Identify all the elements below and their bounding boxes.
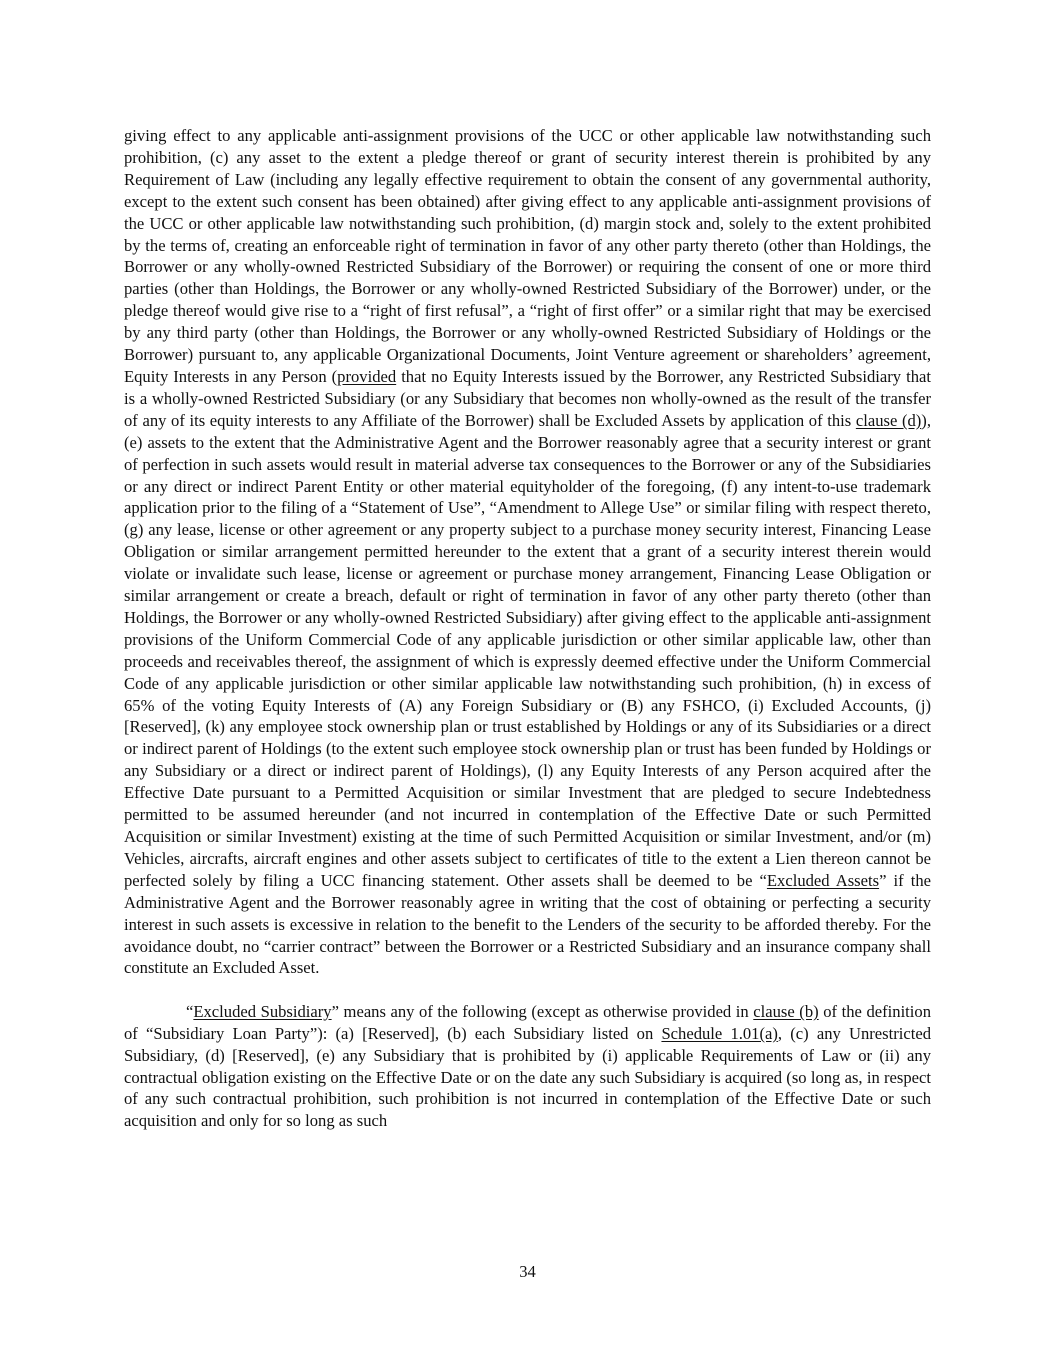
document-page: [124, 125, 931, 1132]
paragraph-text: that no Equity Interests issued by the Borrower, any Restricted Subsidiary that is a wholly-owned Restricted Subsidiary (or any Subsidiary that becomes non wholly-owned as the result of the transfer of any of its equity interests to any Affiliate of the Borrower) shall be Excluded Assets by application of this: [124, 366, 931, 430]
paragraph-text: ), (e) assets to the extent that the Administrative Agent and the Borrower reasonably agree that a security interest or grant of perfection in such assets would result in material adverse tax consequences to the Borrower or any of the Subsidiaries or any direct or indirect Parent Entity or other material equityholder of the foregoing, (f) any intent-to-use trademark application prior to the filing of a “Statement of Use”, “Amendment to Allege Use” or similar filing with respect thereto, (g) any lease, license or other agreement or any property subject to a purchase money security interest, Financing Lease Obligation or similar arrangement permitted hereunder to the extent that a grant of a security interest therein would violate or invalidate such lease, license or agreement or purchase money arrangement, Financing Lease Obligation or similar arrangement or create a breach, default or right of termination in favor of any other party thereto (other than Holdings, the Borrower or any wholly-owned Restricted Subsidiary) after giving effect to the applicable anti-assignment provisions of the Uniform Commercial Code of any applicable jurisdiction or other similar applicable law, other than proceeds and receivables thereof, the assignment of which is expressly deemed effective under the Uniform Commercial Code of any applicable jurisdiction or other similar applicable law notwithstanding such prohibition, (h) in excess of 65% of the voting Equity Interests of (A) any Foreign Subsidiary or (B) any FSHCO, (i) Excluded Accounts, (j) [Reserved], (k) any employee stock ownership plan or trust established by Holdings or any of its Subsidiaries or a direct or indirect parent of Holdings (to the extent such employee stock ownership plan or trust has been funded by Holdings or any Subsidiary or a direct or indirect parent of Holdings), (l) any Equity Interests of any Person acquired after the Effective Date pursuant to a Permitted Acquisition or similar Investment that are pledged to secure Indebtedness permitted to be assumed hereunder (and not incurred in contemplation of the Effective Date or such Permitted Acquisition or similar Investment) existing at the time of such Permitted Acquisition or similar Investment, and/or (m) Vehicles, aircrafts, aircraft engines and other assets subject to certificates of title to the extent a Lien thereon cannot be perfected solely by filing a UCC financing statement. Other assets shall be deemed to be “: [124, 410, 931, 890]
excluded-assets-paragraph: [124, 125, 931, 979]
paragraph-text: “: [186, 1001, 194, 1021]
provided-term: provided: [337, 366, 397, 386]
excluded-assets-term: Excluded Assets: [766, 870, 880, 890]
schedule-reference: Schedule 1.01(a): [661, 1023, 778, 1043]
page-number: 34: [519, 1262, 536, 1281]
excluded-subsidiary-paragraph: [124, 1001, 931, 1132]
excluded-subsidiary-term: Excluded Subsidiary: [193, 1001, 332, 1021]
clause-d-reference: clause (d): [855, 410, 922, 430]
clause-b-reference: clause (b): [753, 1001, 819, 1021]
paragraph-text: ” if the Administrative Agent and the Borrower reasonably agree in writing that the cost of obtaining or perfecting a security interest in such assets is excessive in relation to the benefit to the Lenders of the security to be afforded thereby. For the avoidance doubt, no “carrier contract” between the Borrower or a Restricted Subsidiary and an insurance company shall constitute an Excluded Asset.: [124, 870, 931, 978]
paragraph-text: ” means any of the following (except as otherwise provided in: [331, 1001, 754, 1021]
paragraph-text: giving effect to any applicable anti-assignment provisions of the UCC or other applicable law notwithstanding such prohibition, (c) any asset to the extent a pledge thereof or grant of security interest therein is prohibited by any Requirement of Law (including any legally effective requirement to obtain the consent of any governmental authority, except to the extent such consent has been obtained) after giving effect to any applicable anti-assignment provisions of the UCC or other applicable law notwithstanding such prohibition, (d) margin stock and, solely to the extent prohibited by the terms of, creating an enforceable right of termination in favor of any other party thereto (other than Holdings, the Borrower or any wholly-owned Restricted Subsidiary of the Borrower) or requiring the consent of one or more third parties (other than Holdings, the Borrower or any wholly-owned Restricted Subsidiary of the Borrower) under, or the pledge thereof would give rise to a “right of first refusal”, a “right of first offer” or a similar right that may be exercised by any third party (other than Holdings, the Borrower or any wholly-owned Restricted Subsidiary of Holdings or the Borrower) pursuant to, any applicable Organizational Documents, Joint Venture agreement or shareholders’ agreement, Equity Interests in any Person (: [124, 126, 931, 386]
paragraph-text: , (c) any Unrestricted Subsidiary, (d) [Reserved], (e) any Subsidiary that is prohibited by (i) applicable Requirements of Law or (ii) any contractual obligation existing on the Effective Date or on the date any such Subsidiary is acquired (so long as, in respect of any such contractual prohibition, such prohibition is not incurred in contemplation of the Effective Date or such acquisition and only for so long as such: [124, 1023, 931, 1131]
paragraph-text: of the definition of “Subsidiary Loan Party”): (a) [Reserved], (b) each Subsidiary listed on: [124, 1001, 931, 1043]
